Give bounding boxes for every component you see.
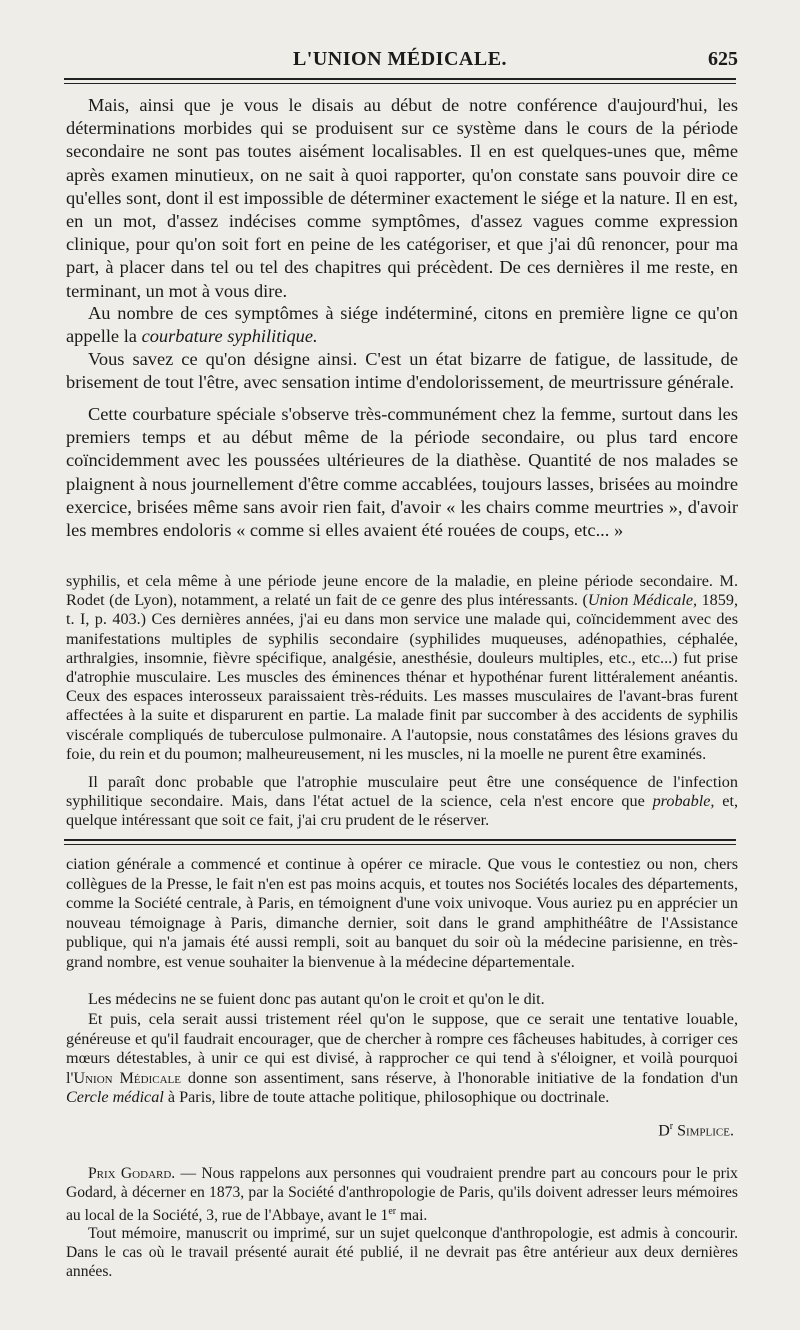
paragraph-cercle	[66, 1010, 738, 1108]
prix-godard-label: Prix Godard.	[88, 1165, 176, 1182]
journal-title: L'UNION MÉDICALE.	[292, 48, 508, 70]
paragraph-observation: Cette courbature spéciale s'observe très-communément chez la femme, surtout dans les premiers temps et au début même de la période secondaire, ou plus tard encore coïncidemment avec les poussées ultérieures de la diathèse. Quantité de nos malades se plaignent à nous journellement d'être comme accablées, toujours lasses, brisées au moindre exercice, brisées même sans avoir rien fait, d'avoir « les chairs comme meurtries », d'avoir les membres endoloris « comme si elles avaient été rouées de coups, etc... »	[66, 404, 738, 541]
paragraph-cercle-text-3: à Paris, libre de toute attache politique, philosophique ou doctrinale.	[163, 1088, 610, 1106]
signature	[658, 1121, 734, 1140]
signature-sup: r	[669, 1121, 674, 1132]
paragraph-association: ciation générale a commencé et continue à opérer ce miracle. Que vous le contestiez ou non, chers collègues de la Presse, le fait n'en est pas moins acquis, et toutes nos Sociétés locales des départements, comme la Société centrale, à Paris, en témoignent d'une voix univoque. Vous auriez pu en apprécier un nouveau témoignage à Paris, dimanche dernier, soit dans le grand amphithéâtre de l'Assistance publique, qui n'a jamais été aussi rempli, soit au banquet du soir où la médecine parisienne, en très-grand nombre, est venue souhaiter la bienvenue à la médecine départementale.	[66, 855, 738, 971]
footnote-case	[66, 572, 738, 764]
signature-name: Simplice.	[677, 1122, 734, 1140]
paragraph-courbature	[66, 302, 738, 348]
footnote-conclusion-text-2: et, quelque intéressant que soit ce fait, j'ai cru prudent de le réserver.	[66, 792, 738, 830]
courbature-term: courbature syphilitique.	[141, 326, 318, 347]
paragraph-cercle-text-2: donne son assentiment, sans réserve, à l'honorable initiative de la fondation d'un	[180, 1068, 738, 1087]
paragraph-cercle-text-1: Et puis, cela serait aussi tristement réel qu'on le suppose, que ce serait une tentative louable, généreuse et qu'il faudrait encourager, que de chercher à rompre ces fâcheuses habitudes, à corriger ces mœurs détestables, à unir ce qui est divisé, à rapprocher ce qui tend à s'éloigner, et voilà pourquoi l'	[66, 1010, 738, 1087]
footnote-conclusion	[66, 773, 738, 831]
signature-prefix: D	[658, 1122, 670, 1140]
footnote-citation: Union Médicale,	[587, 591, 698, 610]
paragraph-prix-godard	[66, 1165, 738, 1226]
paragraph-courbature-text: Au nombre de ces symptômes à siége indéterminé, citons en première ligne ce qu'on appelle la	[66, 303, 738, 347]
prix-godard-text-2: mai.	[396, 1206, 428, 1224]
cercle-medical-term: Cercle médical	[66, 1088, 164, 1106]
running-header	[62, 48, 738, 78]
paragraph-medecins: Les médecins ne se fuient donc pas autant qu'on le croit et qu'on le dit.	[88, 990, 545, 1008]
paragraph-definition: Vous savez ce qu'on désigne ainsi. C'est un état bizarre de fatigue, de lassitude, de brisement de tout l'être, avec sensation intime d'endolorissement, de meurtrissure générale.	[66, 349, 738, 393]
page-number: 625	[708, 48, 738, 70]
footnote-conclusion-text-1: Il paraît donc probable que l'atrophie musculaire peut être une conséquence de l'infection syphilitique secondaire. Mais, dans l'état actuel de la science, cela n'est encore que	[66, 773, 738, 811]
paragraph-memoire: Tout mémoire, manuscrit ou imprimé, sur un sujet quelconque d'anthropologie, est admis à concourir. Dans le cas où le travail présenté aurait été publié, il ne devrait pas être antérieur aux deux dernières années.	[66, 1225, 738, 1280]
paragraph-intro: Mais, ainsi que je vous le disais au début de notre conférence d'aujourd'hui, les déterminations morbides qui se produisent sur ce système dans le cours de la période secondaire ne sont pas toutes aisément localisables. Il en est quelques-unes que, même après examen minutieux, on ne sait à quoi rapporter, qu'on constate sans pouvoir dire ce qu'elles sont, dont il est impossible de déterminer exactement le siége et la nature. Il en est, en un mot, d'assez indécises comme symptômes, d'assez vagues comme expression clinique, pour qu'on soit fort en peine de les catégoriser, et que j'ai dû renoncer, pour ma part, à placer dans tel ou tel des chapitres qui précèdent. De ces dernières il me reste, en terminant, un mot à vous dire.	[66, 95, 738, 301]
footnote-probable: probable,	[652, 792, 715, 811]
header-rule	[64, 78, 736, 84]
footnote-case-text-2: 1859, t. I, p. 403.) Ces dernières années, j'ai eu dans mon service une malade qui, coïncidemment avec des manifestations multiples de syphilis secondaire (syphilides muqueuses, adénopathies, céphalée, arthralgies, insomnie, fièvre spécifique, analgésie, anesthésie, douleurs multiples, etc., etc...) fut prise d'atrophie musculaire. Les muscles des éminences thénar et hypothénar furent littéralement anéantis. Ceux des espaces interosseux paraissaient très-réduits. Les masses musculaires de l'avant-bras furent affectées à la suite et disparurent en partie. La malade finit par succomber à des accidents de syphilis viscérale compliqués de tuberculose pulmonaire. A l'autopsie, nous constatâmes des lésions graves du foie, du rein et du poumon; malheureusement, ni les muscles, ni la moelle ne purent être examinés.	[66, 591, 738, 763]
union-medicale-name: Union Médicale	[73, 1068, 181, 1087]
prix-godard-text-1: — Nous rappelons aux personnes qui voudraient prendre part au concours pour le prix Godard, à décerner en 1873, par la Société d'anthropologie de Paris, qu'ils doivent adresser leurs mémoires au local de la Société, 3, rue de l'Abbaye, avant le 1	[66, 1165, 738, 1224]
prix-godard-sup: er	[388, 1205, 397, 1217]
footnote-case-text-1: syphilis, et cela même à une période jeune encore de la maladie, en pleine période secondaire. M. Rodet (de Lyon), notamment, a relaté un fait de ce genre des plus intéressants. (	[66, 572, 738, 610]
section-rule	[64, 839, 736, 845]
